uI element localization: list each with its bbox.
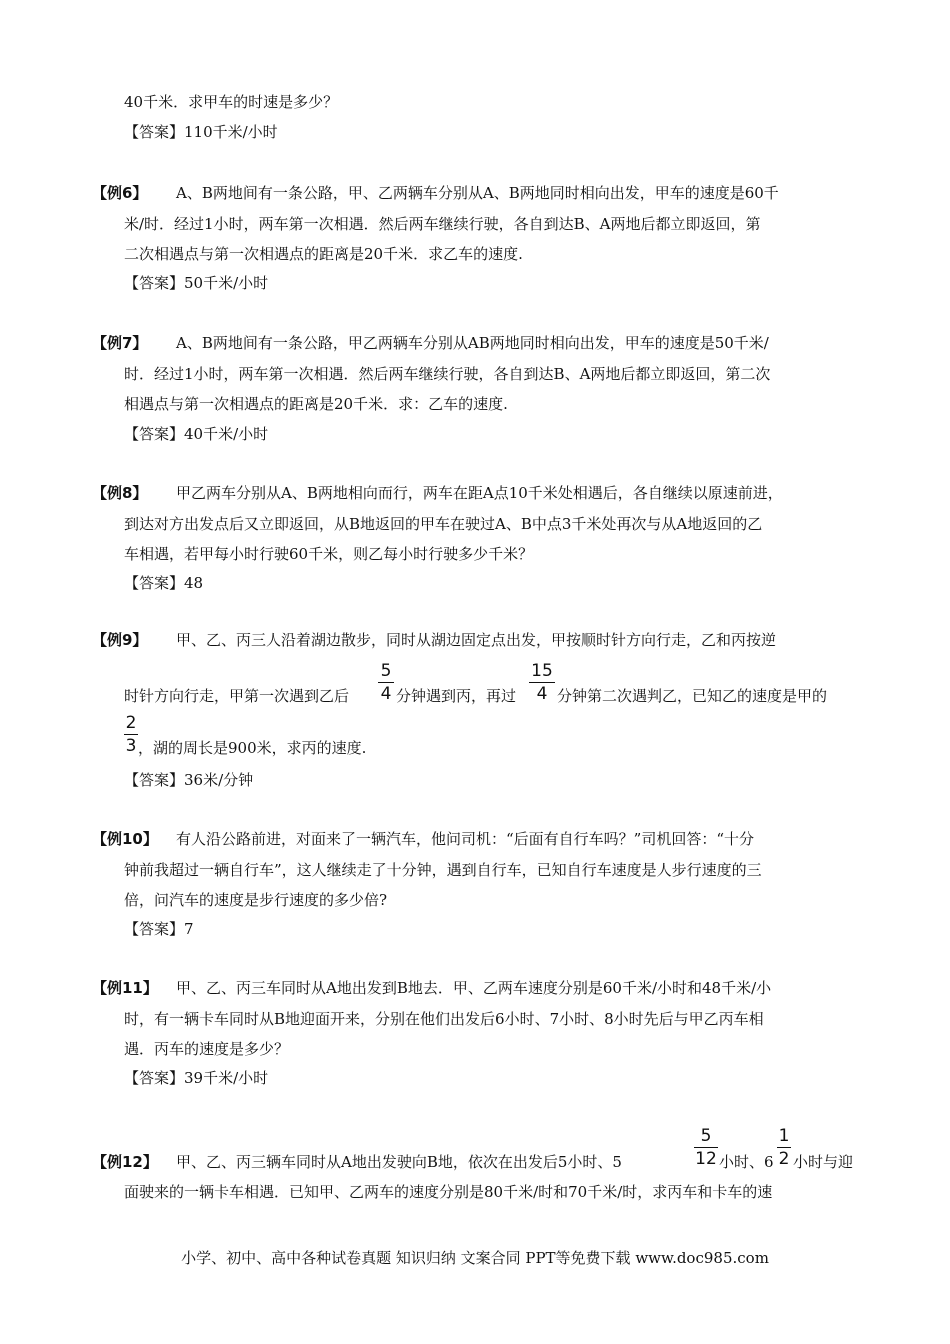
example-6-text: 米/时．经过1小时，两车第一次相遇．然后两车继续行驶，各自到达B、A两地后都立即返回，第	[124, 215, 761, 233]
fraction-1-2	[777, 1127, 791, 1168]
example-9-text: 分钟第二次遇判乙，已知乙的速度是甲的	[557, 687, 828, 705]
example-7-text: A、B两地间有一条公路，甲乙两辆车分别从AB两地同时相向出发，甲车的速度是50千米/	[176, 334, 769, 352]
intro-answer: 【答案】110千米/小时	[124, 123, 278, 141]
example-11-text: 时，有一辆卡车同时从B地迎面开来，分别在他们出发后6小时、7小时、8小时先后与甲乙丙车相	[124, 1010, 764, 1028]
fraction-denominator: 4	[536, 684, 548, 704]
example-12-text: 小时与迎	[793, 1153, 854, 1171]
example-10-answer: 【答案】7	[124, 920, 194, 938]
fraction-5-12	[694, 1127, 718, 1168]
example-8-text: 甲乙两车分别从A、B两地相向而行，两车在距A点10千米处相遇后，各自继续以原速前进，	[176, 484, 783, 502]
example-7-label: 【例7】	[92, 334, 148, 352]
example-7-answer: 【答案】40千米/小时	[124, 425, 269, 443]
example-11-text: 甲、乙、丙三车同时从A地出发到B地去．甲、乙两车速度分别是60千米/小时和48千米/小	[176, 979, 772, 997]
example-9-text: 分钟遇到丙，再过	[396, 687, 517, 705]
example-10-text: 钟前我超过一辆自行车”，这人继续走了十分钟，遇到自行车，已知自行车速度是人步行速度的三	[124, 861, 762, 879]
example-8-label: 【例8】	[92, 484, 148, 502]
example-6-label: 【例6】	[92, 184, 148, 202]
example-9-text: 甲、乙、丙三人沿着湖边散步，同时从湖边固定点出发，甲按顺时针方向行走，乙和丙按逆	[176, 631, 777, 649]
example-11-text: 遇．丙车的速度是多少？	[124, 1040, 290, 1058]
page-footer: 小学、初中、高中各种试卷真题 知识归纳 文案合同 PPT等免费下载 www.doc985.com	[181, 1249, 769, 1267]
example-11-label: 【例11】	[92, 979, 158, 997]
example-9-answer: 【答案】36米/分钟	[124, 771, 254, 789]
example-8-answer: 【答案】48	[124, 574, 204, 592]
fraction-bar	[378, 682, 394, 683]
example-11-answer: 【答案】39千米/小时	[124, 1069, 269, 1087]
fraction-bar	[124, 734, 138, 735]
fraction-bar	[529, 682, 555, 683]
example-10-label: 【例10】	[92, 830, 158, 848]
example-6-text: 二次相遇点与第一次相遇点的距离是20千米．求乙车的速度.	[124, 245, 523, 263]
fraction-denominator: 12	[695, 1149, 717, 1169]
fraction-numerator: 5	[380, 661, 392, 681]
intro-text: 40千米．求甲车的时速是多少？	[124, 93, 339, 111]
example-9-label: 【例9】	[92, 631, 148, 649]
fraction-numerator: 2	[125, 713, 137, 733]
example-9-text: ，湖的周长是900米，求丙的速度.	[138, 739, 367, 757]
example-8-text: 车相遇，若甲每小时行驶60千米，则乙每小时行驶多少千米？	[124, 545, 534, 563]
example-8-text: 到达对方出发点后又立即返回，从B地返回的甲车在驶过A、B中点3千米处再次与从A地返回的乙	[124, 515, 763, 533]
example-6-answer: 【答案】50千米/小时	[124, 274, 269, 292]
fraction-denominator: 2	[778, 1149, 790, 1169]
example-12-label: 【例12】	[92, 1153, 158, 1171]
example-9-text: 时针方向行走，甲第一次遇到乙后	[124, 687, 350, 705]
example-10-text: 倍，问汽车的速度是步行速度的多少倍?	[124, 891, 388, 909]
fraction-denominator: 4	[380, 684, 392, 704]
fraction-numerator: 5	[700, 1126, 712, 1146]
fraction-numerator: 1	[778, 1126, 790, 1146]
example-6-text: A、B两地间有一条公路，甲、乙两辆车分别从A、B两地同时相向出发，甲车的速度是60千	[176, 184, 779, 202]
fraction-bar	[694, 1147, 718, 1148]
fraction-denominator: 3	[125, 736, 137, 756]
example-12-text: 甲、乙、丙三辆车同时从A地出发驶向B地，依次在出发后5小时、5	[176, 1153, 622, 1171]
fraction-15-4	[529, 662, 555, 703]
fraction-5-4	[378, 662, 394, 703]
example-12-text: 小时、6	[719, 1153, 774, 1171]
example-10-text: 有人沿公路前进，对面来了一辆汽车，他问司机：“后面有自行车吗？”司机回答：“十分	[176, 830, 755, 848]
fraction-2-3	[124, 714, 138, 755]
example-7-text: 时．经过1小时，两车第一次相遇．然后两车继续行驶，各自到达B、A两地后都立即返回，第二次	[124, 365, 771, 383]
fraction-numerator: 15	[531, 661, 553, 681]
fraction-bar	[777, 1147, 791, 1148]
example-7-text: 相遇点与第一次相遇点的距离是20千米．求：乙车的速度.	[124, 395, 508, 413]
example-12-text: 面驶来的一辆卡车相遇．已知甲、乙两车的速度分别是80千米/时和70千米/时，求丙车和卡车的速	[124, 1183, 773, 1201]
